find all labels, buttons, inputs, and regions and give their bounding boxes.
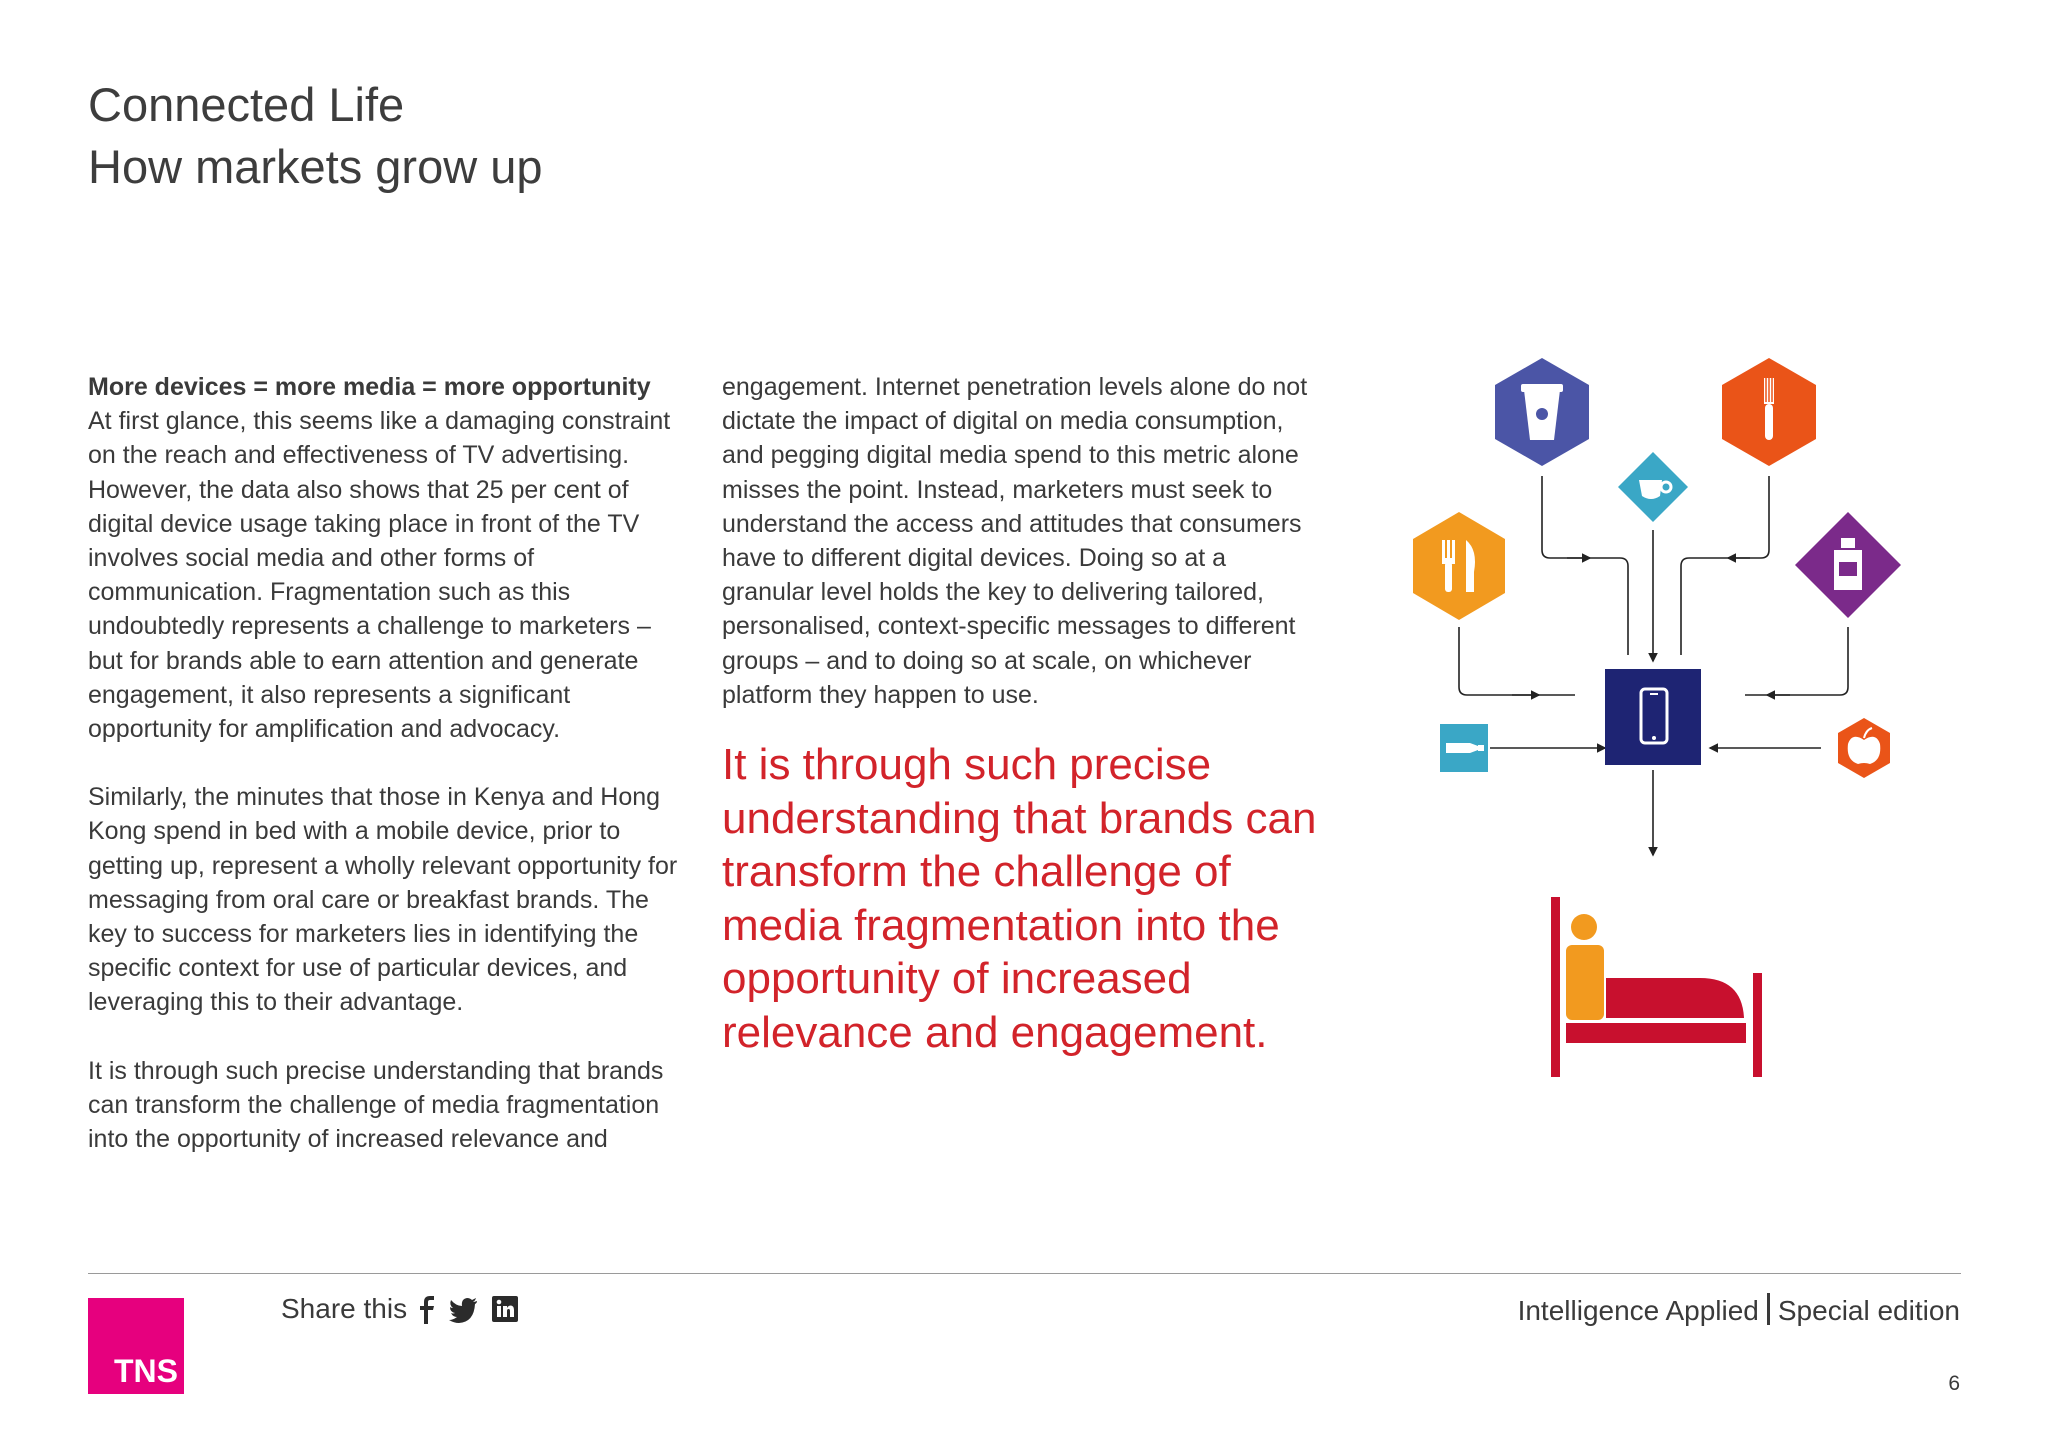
connector-toothbrush [1681,476,1769,655]
edition-label [1518,1293,1960,1327]
coffee-cup-icon [1495,358,1589,466]
device-diagram [1400,350,1920,1110]
title-line-2: How markets grow up [88,140,543,193]
title-line-1: Connected Life [88,78,405,131]
footer-divider [88,1273,1961,1274]
edition-separator [1767,1293,1770,1325]
page-number: 6 [1948,1372,1960,1395]
toothpaste-icon [1440,724,1488,772]
connector-coffee [1542,476,1628,655]
tns-logo [88,1298,184,1394]
connector-cutlery [1459,627,1575,695]
pull-quote: It is through such precise understanding that brands can transform the challenge of media fragmentation into the opportunity of increased relevance and engagement. [722,740,1317,1057]
paragraph-1-text: At first glance, this seems like a damaging constraint on the reach and effectiveness of TV advertising. However, the data also shows that 25 per cent of digital device usage taking place in front of the TV involves social media and other forms of communication. Fragmentation such as this undoubtedly represents a challenge to marketers – but for brands able to earn attention and generate engagement, it also represents a significant opportunity for amplification and advocacy. [88,407,671,744]
toothbrush-icon [1722,358,1816,466]
paragraph-1 [88,370,688,746]
mouthwash-bottle-icon [1795,512,1901,618]
text-column-2 [722,370,1322,746]
paragraph-3: It is through such precise understanding that brands can transform the challenge of media fragmentation into the opportunity of increased relevance and [88,1056,664,1154]
linkedin-icon[interactable] [492,1296,518,1322]
facebook-icon[interactable] [416,1296,438,1326]
apple-icon [1838,718,1890,778]
teacup-icon [1618,452,1688,522]
page-title [88,74,543,198]
share-label: Share this [281,1293,408,1324]
paragraph-2: Similarly, the minutes that those in Kenya and Hong Kong spend in bed with a mobile device, prior to getting up, represent a wholly relevant opportunity for messaging from oral care or breakfast brands. The key to success for marketers lies in identifying the specific context for use of particular devices, and leveraging this to their advantage. [88,783,678,1017]
edition-type: Special edition [1777,1295,1960,1326]
edition-series: Intelligence Applied [1517,1295,1759,1326]
twitter-icon[interactable] [448,1296,478,1324]
bed-icon [1551,897,1762,1077]
smartphone-icon [1605,669,1701,765]
paragraph-4: engagement. Internet penetration levels alone do not dictate the impact of digital on media consumption, and pegging digital media spend to this metric alone misses the point. Instead, marketers must seek to understand the access and attitudes that consumers have to different digital devices. Doing so at a granular level holds the key to delivering tailored, personalised, context-specific messages to different groups – and to doing so at scale, on whichever platform they happen to use. [722,373,1308,709]
section-heading: More devices = more media = more opportunity [88,373,651,401]
logo-text: TNS [114,1353,178,1389]
connector-mouthwash [1745,627,1848,695]
text-column-1 [88,370,688,1190]
cutlery-icon [1413,512,1505,620]
